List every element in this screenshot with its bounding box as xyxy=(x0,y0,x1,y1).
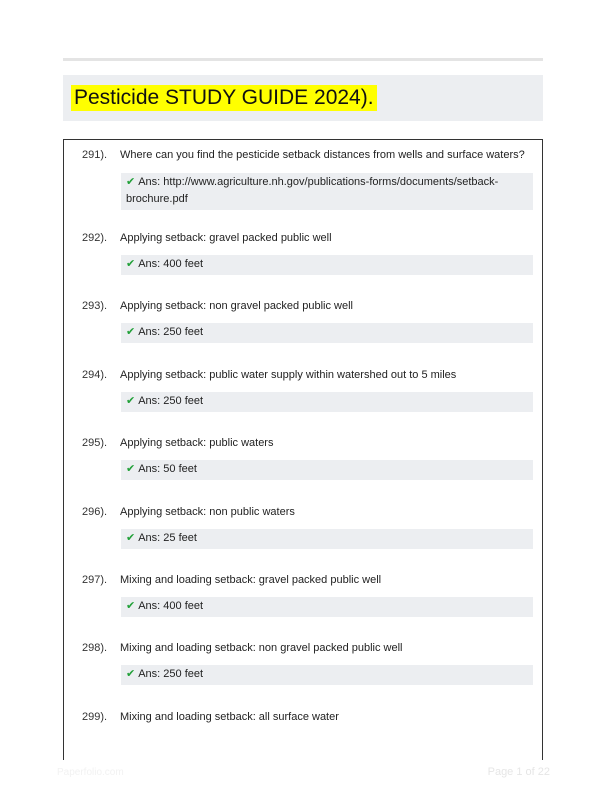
answer-text: Ans: 400 feet xyxy=(138,258,204,270)
answer-box xyxy=(121,255,533,275)
question-number: 299). xyxy=(82,711,108,723)
answer-text: Ans: 25 feet xyxy=(138,532,197,544)
answer-box xyxy=(121,460,533,480)
answer-box xyxy=(121,665,533,685)
answer-box xyxy=(121,173,533,210)
answer-text: Ans: http://www.agriculture.nh.gov/publications-forms/documents/setback-brochure.pdf xyxy=(126,176,499,205)
question-text: Mixing and loading setback: non gravel packed public well xyxy=(120,642,403,654)
check-icon: ✔ xyxy=(126,463,136,475)
check-icon: ✔ xyxy=(126,395,136,407)
list-item xyxy=(64,504,542,549)
answer-box xyxy=(121,529,533,549)
question-number: 293). xyxy=(82,300,108,312)
question-text: Applying setback: non public waters xyxy=(120,506,295,518)
question-text: Applying setback: public waters xyxy=(120,437,274,449)
question-number: 291). xyxy=(82,149,108,161)
check-icon: ✔ xyxy=(126,532,136,544)
title-banner xyxy=(63,75,543,121)
list-item xyxy=(64,709,542,739)
top-divider xyxy=(63,58,543,61)
check-icon: ✔ xyxy=(126,326,136,338)
answer-box xyxy=(121,597,533,617)
question-text: Where can you find the pesticide setback distances from wells and surface waters? xyxy=(120,149,525,161)
list-item xyxy=(64,640,542,685)
question-number: 292). xyxy=(82,232,108,244)
answer-text: Ans: 50 feet xyxy=(138,463,197,475)
question-text: Mixing and loading setback: gravel packed public well xyxy=(120,574,382,586)
question-number: 295). xyxy=(82,437,108,449)
answer-box xyxy=(121,392,533,412)
question-text: Applying setback: gravel packed public well xyxy=(120,232,332,244)
page-indicator: Page 1 of 22 xyxy=(487,766,550,778)
question-list xyxy=(63,139,543,760)
answer-box xyxy=(121,323,533,343)
check-icon: ✔ xyxy=(126,600,136,612)
question-text: Mixing and loading setback: all surface water xyxy=(120,711,339,723)
question-text: Applying setback: non gravel packed public well xyxy=(120,300,353,312)
list-item xyxy=(64,147,542,207)
answer-text: Ans: 250 feet xyxy=(138,395,204,407)
list-item xyxy=(64,367,542,412)
list-item xyxy=(64,572,542,617)
question-text: Applying setback: public water supply within watershed out to 5 miles xyxy=(120,369,457,381)
list-item xyxy=(64,298,542,343)
list-item xyxy=(64,435,542,480)
question-number: 296). xyxy=(82,506,108,518)
answer-text: Ans: 400 feet xyxy=(138,600,204,612)
check-icon: ✔ xyxy=(126,258,136,270)
answer-text: Ans: 250 feet xyxy=(138,668,204,680)
question-number: 297). xyxy=(82,574,108,586)
answer-text: Ans: 250 feet xyxy=(138,326,204,338)
list-item xyxy=(64,230,542,275)
question-number: 298). xyxy=(82,642,108,654)
page-title: Pesticide STUDY GUIDE 2024). xyxy=(71,85,377,111)
check-icon: ✔ xyxy=(126,668,136,680)
check-icon: ✔ xyxy=(126,176,136,188)
footer-site: Paperfolio.com xyxy=(57,767,124,778)
question-number: 294). xyxy=(82,369,108,381)
